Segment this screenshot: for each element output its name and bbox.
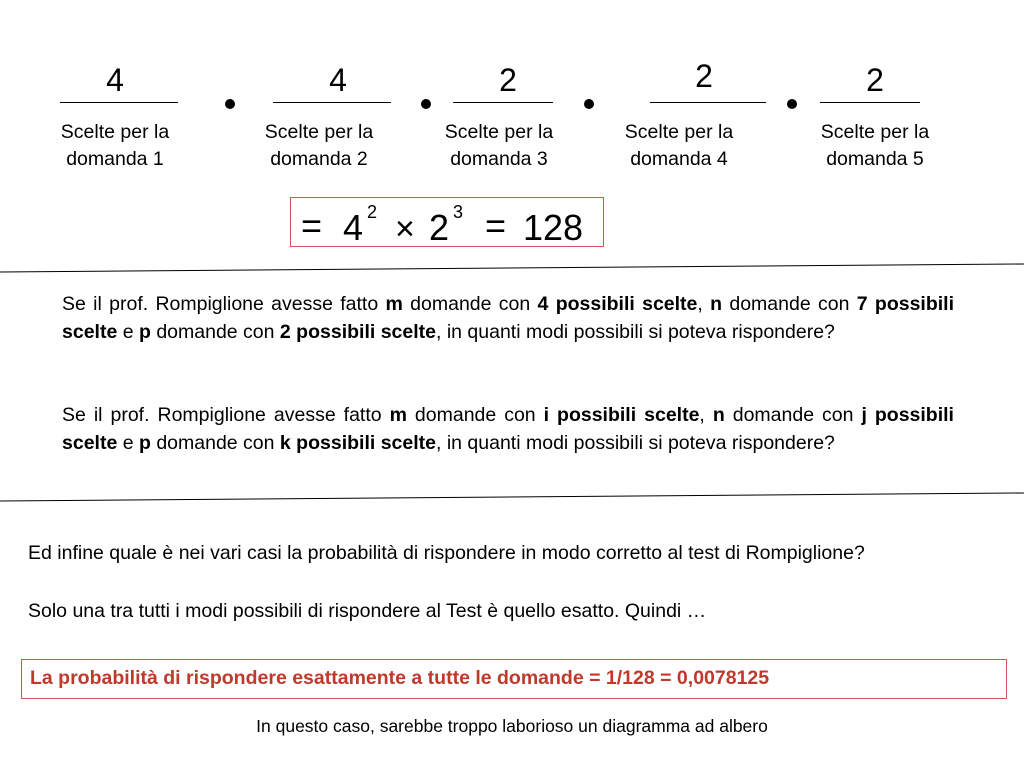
text: , — [699, 404, 713, 426]
var-m: m — [385, 293, 403, 315]
formula-equals-2: = — [485, 205, 507, 245]
var-n: n — [712, 404, 725, 426]
formula-result: 128 — [523, 207, 584, 245]
choice-count-5: 2 — [866, 62, 884, 98]
divider-top — [0, 264, 1024, 272]
question-paragraph-1 — [62, 290, 954, 346]
text: , in quanti modi possibili si poteva rispondere? — [436, 321, 835, 343]
choices-bold: i possibili scelte — [543, 404, 700, 426]
choice-count-1: 4 — [106, 62, 124, 98]
formula-base-1: 4 — [343, 207, 364, 245]
text: domande con — [724, 404, 862, 426]
text: domande con — [150, 432, 280, 454]
text: e — [117, 321, 139, 343]
explanation: Solo una tra tutti i modi possibili di rispondere al Test è quello esatto. Quindi … — [28, 600, 707, 622]
formula-times: × — [395, 210, 415, 245]
text: domande con — [722, 293, 857, 315]
formula-exponent-1: 2 — [367, 202, 378, 222]
caption-line: Scelte per la — [624, 121, 734, 143]
question-paragraph-2 — [62, 401, 954, 457]
caption-line: domanda 2 — [270, 148, 368, 170]
caption-line: domanda 5 — [826, 148, 924, 170]
choices-bold: 7 possibili scelte — [62, 293, 954, 343]
choices-bold: 4 possibili scelte — [537, 293, 698, 315]
text: Se il prof. Rompiglione avesse fatto — [62, 404, 390, 426]
text: domande con — [406, 404, 544, 426]
choices-bold: k possibili scelte — [279, 432, 436, 454]
formula-exponent-2: 3 — [453, 202, 464, 222]
formula-equals-1: = — [301, 205, 323, 245]
text: , in quanti modi possibili si poteva rispondere? — [436, 432, 835, 454]
caption-line: domanda 4 — [630, 148, 728, 170]
var-p: p — [138, 432, 151, 454]
text: e — [117, 432, 139, 454]
caption-line: domanda 1 — [66, 148, 164, 170]
choice-count-4: 2 — [695, 58, 713, 94]
formula-base-2: 2 — [429, 207, 450, 245]
choices-bold: 2 possibili scelte — [279, 321, 436, 343]
probability-result-box: La probabilità di rispondere esattamente a tutte le domande = 1/128 = 0,0078125 — [21, 659, 1007, 699]
caption-line: Scelte per la — [444, 121, 554, 143]
text: domande con — [402, 293, 538, 315]
var-m: m — [389, 404, 407, 426]
caption-line: Scelte per la — [60, 121, 170, 143]
caption-line: Scelte per la — [820, 121, 930, 143]
text: Se il prof. Rompiglione avesse fatto — [62, 293, 386, 315]
var-n: n — [710, 293, 723, 315]
divider-bottom — [0, 493, 1024, 501]
text: , — [697, 293, 711, 315]
footnote: In questo caso, sarebbe troppo laborioso un diagramma ad albero — [256, 716, 768, 736]
choice-count-2: 4 — [329, 62, 347, 98]
var-p: p — [138, 321, 151, 343]
final-question: Ed infine quale è nei vari casi la probabilità di rispondere in modo corretto al test di Rompiglione? — [28, 542, 865, 564]
caption-line: Scelte per la — [264, 121, 374, 143]
text: domande con — [150, 321, 280, 343]
caption-line: domanda 3 — [450, 148, 548, 170]
choices-bold: j possibili scelte — [62, 404, 954, 454]
choice-count-3: 2 — [499, 62, 517, 98]
